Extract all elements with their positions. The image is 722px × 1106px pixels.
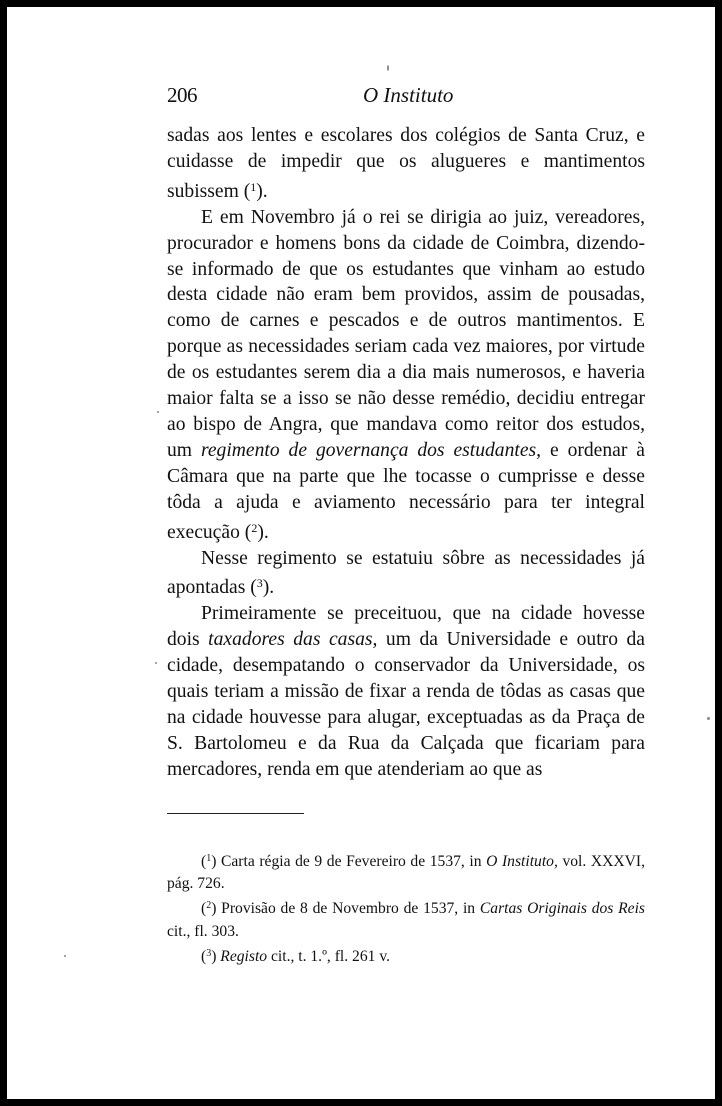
italic-phrase: Registo xyxy=(220,947,268,965)
scan-speck xyxy=(707,717,710,720)
paragraph-text: sadas aos lentes e escolares dos colégios de Santa Cruz, e cuidasse de impedir que os alugueres e mantimentos subissem ( xyxy=(167,125,645,202)
scan-speck xyxy=(64,955,66,957)
footnote-text: ) Provisão de 8 de Novembro de 1537, in xyxy=(211,900,480,918)
document-page xyxy=(7,7,715,1099)
footnote-number: 1 xyxy=(206,853,212,864)
scan-speck xyxy=(155,662,157,664)
paragraph-text: Primeiramente se preceituou, que na cidade hovesse dois xyxy=(167,603,645,651)
scan-speck xyxy=(157,411,159,413)
footnote-separator xyxy=(167,813,304,814)
footnote-text: ) xyxy=(211,947,221,965)
paragraph-text: E em Novembro já o rei se dirigia ao juiz, vereadores, procurador e homens bons da cidade de Coimbra, dizendo-se informado de que os estudantes que vinham ao estudo desta cidade não eram bem providos, assim de pousadas, como de carnes e pescados e de outros mantimentos. E porque as necessidades seriam cada vez maiores, por virtude de os estudantes serem dia a dia mais numerosos, e haveria maior falta se a isso se não desse remédio, decidiu entregar ao bispo de Angra, que mandava como reitor dos estudos, um xyxy=(167,206,645,461)
footnotes xyxy=(167,848,645,968)
paragraph-text: ). xyxy=(256,180,268,202)
footnote-reference: 3 xyxy=(256,576,263,591)
paragraph xyxy=(167,123,645,205)
italic-phrase: regimento de governança dos estudantes, xyxy=(200,439,542,461)
page-number: 206 xyxy=(167,83,197,107)
footnote-text: cit., t. 1.º, fl. 261 v. xyxy=(267,947,391,965)
footnote-text: vol. XXXVI, pág. 726. xyxy=(167,853,645,893)
paragraph xyxy=(167,205,645,546)
running-title: O Instituto xyxy=(363,83,454,107)
paragraph-text: e ordenar à Câmara que na parte que lhe tocasse o cumprisse e desse tôda a ajuda e aviamento necessário para ter integral execução ( xyxy=(167,439,645,543)
footnote-text: ) Carta régia de 9 de Fevereiro de 1537, in xyxy=(211,853,487,870)
italic-phrase: taxadores das casas, xyxy=(208,629,378,651)
paragraph-text: Nesse regimento se estatuiu sôbre as necessidades já apontadas ( xyxy=(167,547,645,599)
italic-phrase: O Instituto, xyxy=(486,853,558,870)
scan-speck xyxy=(387,65,389,71)
paragraph-text: ). xyxy=(262,577,275,599)
paragraph xyxy=(167,601,645,782)
paragraph xyxy=(167,546,645,602)
footnote-text: cit., fl. 303. xyxy=(167,922,239,940)
paragraph-text: um da Universidade e outro da cidade, desempatando o conservador da Universidade, os quais teriam a missão de fixar a renda de tôdas as casas que na cidade houvesse para alugar, exceptuadas as da Praça de S. Bartolomeu e da Rua da Calçada que ficariam para mercadores, renda em que atenderiam ao que as xyxy=(167,629,645,780)
footnote: ($^3$) Registo cit., t. 1.º, fl. 261 v. xyxy=(201,947,391,965)
page-header xyxy=(167,83,645,113)
italic-phrase: Cartas Originais dos Reis xyxy=(479,900,645,918)
footnote: ($^1$) Carta régia de 9 de Fevereiro de 1537, in O Instituto, vol. XXXVI, pág. 726. xyxy=(167,853,645,893)
footnote: ($^2$) Provisão de 8 de Novembro de 1537, in Cartas Originais dos Reis cit., fl. 303. xyxy=(167,900,645,940)
footnote-number: 2 xyxy=(206,900,212,912)
footnote-reference: 2 xyxy=(251,520,258,535)
body-text xyxy=(167,123,645,783)
footnote-number: 3 xyxy=(206,947,212,959)
footnote-reference: 1 xyxy=(250,179,257,194)
paragraph-text: ). xyxy=(257,521,269,543)
